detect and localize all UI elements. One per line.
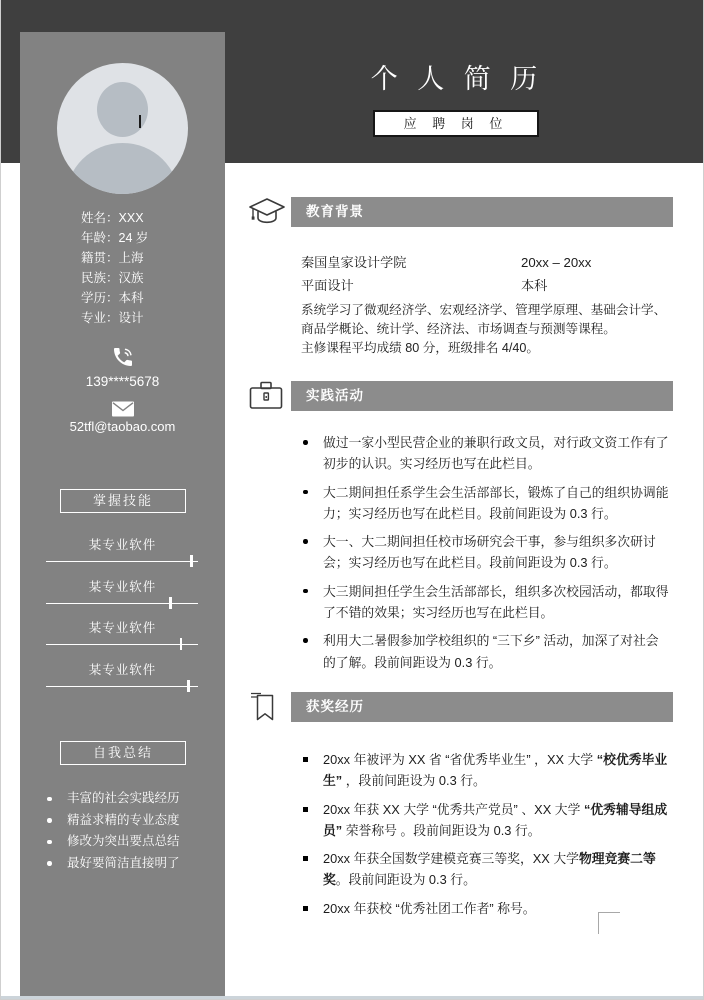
practice-item: 做过一家小型民营企业的兼职行政文员，对行政文资工作有了初步的认识。实习经历也写在此栏目。	[248, 432, 673, 475]
info-value: 汉族	[118, 271, 144, 285]
info-value: 24 岁	[118, 231, 149, 245]
personal-info-row	[81, 248, 148, 268]
text-boundary-corner-mark	[598, 912, 620, 934]
skill-level-marker	[169, 597, 171, 609]
info-value: 设计	[118, 311, 144, 325]
personal-info-row	[81, 228, 148, 248]
graduation-cap-icon	[248, 196, 286, 233]
sidebar	[20, 32, 225, 997]
education-description-line: 商品学概论、统计学、经济法、市场调查与预测等课程。	[301, 322, 616, 336]
info-label: 学历：	[81, 291, 119, 305]
education-description	[301, 301, 673, 358]
section-title: 教育背景	[306, 204, 364, 219]
practice-item: 利用大二暑假参加学校组织的 “三下乡” 活动，加深了对社会的了解。段前间距设为 0.3 行。	[248, 630, 673, 673]
avatar	[57, 63, 188, 194]
school-name: 秦国皇家设计学院	[301, 255, 407, 270]
person-silhouette-shoulders	[66, 143, 179, 194]
major: 平面设计	[301, 278, 354, 293]
skill-name: 某专业软件	[88, 662, 157, 677]
skills-list	[20, 537, 225, 703]
info-label: 年龄：	[81, 231, 119, 245]
info-value: 上海	[118, 251, 144, 265]
education-period: 20xx – 20xx	[521, 255, 592, 270]
skill-level-marker	[187, 680, 189, 692]
skill-track	[46, 603, 198, 604]
education-description-line: 系统学习了微观经济学、宏观经济学、管理学原理、基础会计学、	[301, 303, 667, 317]
skills-title: 掌握技能	[60, 489, 186, 513]
personal-info-row	[81, 308, 148, 328]
skill-track	[46, 644, 198, 645]
skill-item	[20, 537, 225, 579]
info-label: 姓名：	[81, 211, 119, 225]
education-rows	[301, 251, 673, 297]
personal-info-row	[81, 208, 148, 228]
award-item: 20xx 年获 XX 大学 “优秀共产党员” 、XX 大学 “优秀辅导组成员” 荣誉称号 。段前间距设为 0.3 行。	[248, 799, 673, 842]
education-section	[248, 197, 673, 358]
text-cursor	[139, 115, 141, 128]
practice-list	[248, 432, 673, 673]
practice-section	[248, 381, 673, 680]
practice-item: 大一、大二期间担任校市场研究会干事，参与组织多次研讨会；实习经历也写在此栏目。段前间距设为 0.3 行。	[248, 531, 673, 574]
skill-name: 某专业软件	[88, 621, 157, 635]
section-header-bar	[291, 692, 673, 722]
personal-info-row	[81, 288, 148, 308]
page-title: 个 人 简 历	[370, 64, 544, 94]
section-title: 实践活动	[306, 388, 364, 403]
award-item: 20xx 年被评为 XX 省 “省优秀毕业生” ，XX 大学 “校优秀毕业生” ，段前间距设为 0.3 行。	[248, 749, 673, 792]
skill-track	[46, 686, 198, 687]
job-position-box: 应 聘 岗 位	[373, 110, 539, 137]
summary-title: 自我总结	[60, 741, 186, 765]
skill-level-marker	[190, 555, 192, 567]
practice-item: 大二期间担任系学生会生活部部长，锻炼了自己的组织协调能力；实习经历也写在此栏目。段前间距设为 0.3 行。	[248, 482, 673, 525]
page-bottom-edge	[1, 996, 703, 999]
summary-item: 修改为突出要点总结	[20, 831, 225, 853]
bookmark-icon	[248, 691, 278, 728]
practice-item: 大三期间担任学生会生活部部长，组织多次校园活动，都取得了不错的效果；实习经历也写在此栏目。	[248, 581, 673, 624]
info-value: XXX	[118, 211, 144, 225]
phone-icon	[20, 345, 225, 374]
award-item: 20xx 年获校 “优秀社团工作者” 称号。	[248, 898, 673, 919]
summary-list	[20, 788, 225, 874]
briefcase-icon	[248, 380, 284, 416]
info-label: 民族：	[81, 271, 119, 285]
section-header-bar	[291, 197, 673, 227]
awards-list	[248, 749, 673, 919]
degree: 本科	[521, 278, 548, 293]
skill-name: 某专业软件	[88, 538, 157, 552]
info-value: 本科	[118, 291, 144, 305]
info-label: 专业：	[81, 311, 119, 325]
info-label: 籍贯：	[81, 251, 119, 265]
education-description-line: 主修课程平均成绩 80 分，班级排名 4/40。	[301, 341, 539, 355]
personal-info-list	[81, 208, 148, 328]
skill-item	[20, 662, 225, 704]
awards-section	[248, 692, 673, 926]
skill-item	[20, 579, 225, 621]
phone-number: 139****5678	[85, 374, 160, 389]
section-header-bar	[291, 381, 673, 411]
personal-info-row	[81, 268, 148, 288]
section-title: 获奖经历	[306, 699, 364, 714]
person-silhouette-head	[97, 82, 148, 137]
skill-level-marker	[180, 638, 182, 650]
summary-item: 丰富的社会实践经历	[20, 788, 225, 810]
email-address: 52tfl@taobao.com	[69, 419, 176, 434]
skill-name: 某专业软件	[88, 579, 157, 594]
summary-item: 最好要简洁直接明了	[20, 853, 225, 875]
award-item: 20xx 年获全国数学建模竞赛三等奖，XX 大学物理竞赛二等奖。段前间距设为 0.3 行。	[248, 848, 673, 891]
skill-track	[46, 561, 198, 562]
summary-item: 精益求精的专业态度	[20, 810, 225, 832]
skill-item	[20, 620, 225, 662]
